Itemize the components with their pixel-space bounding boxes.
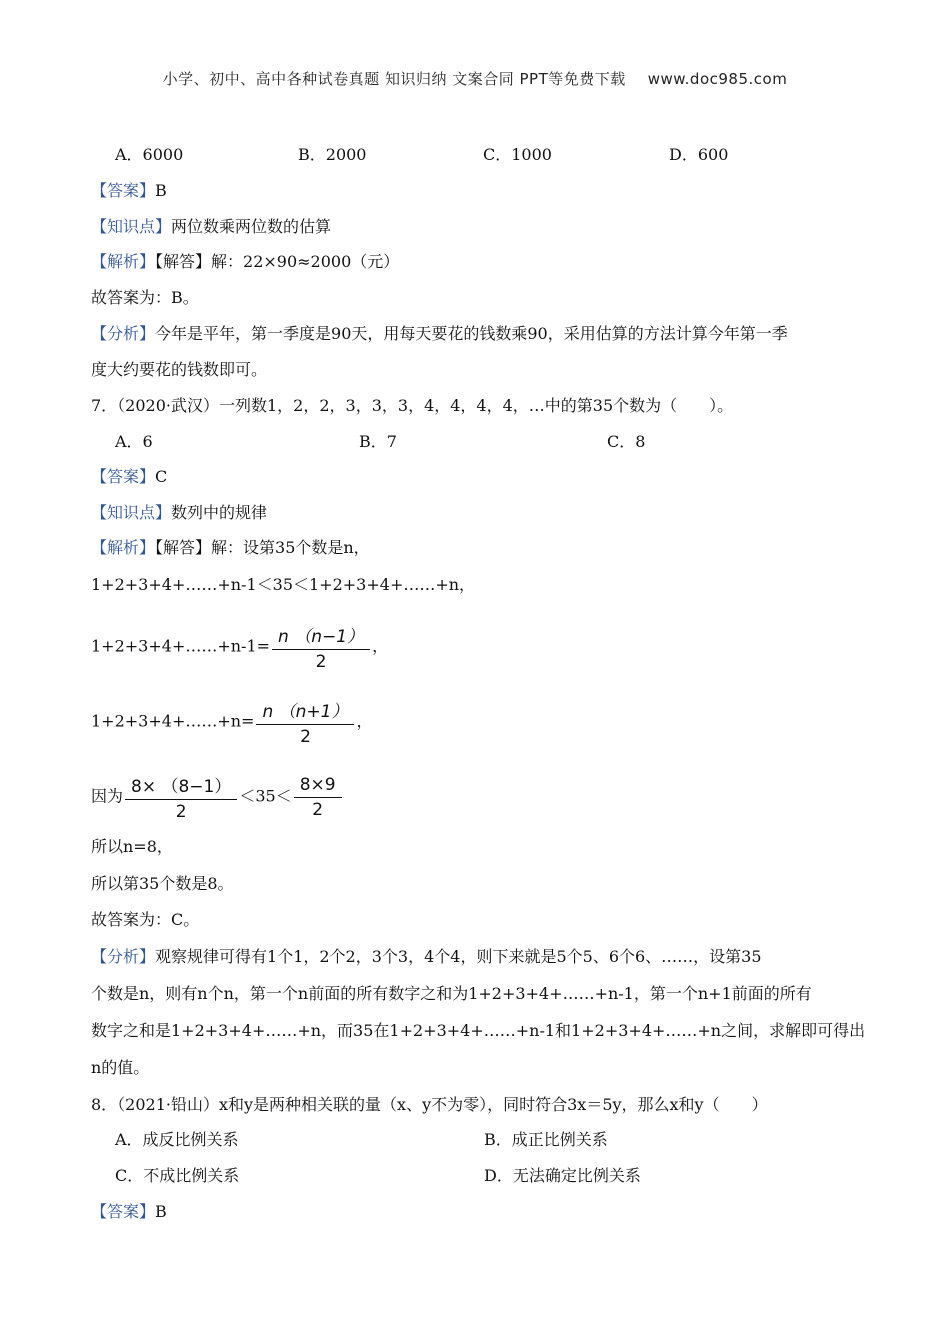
formula-left: 1+2+3+4+……+n-1= — [91, 636, 271, 656]
q8-option-c: C．不成比例关系 — [115, 1166, 240, 1185]
q7-option-c: C．8 — [607, 432, 646, 451]
answer-tag: 【答案】 — [91, 467, 156, 486]
header-text: 小学、初中、高中各种试卷真题 知识归纳 文案合同 PPT等免费下载 — [162, 70, 626, 88]
reasoning-text: 今年是平年，第一季度是90天，用每天要花的钱数乘90，采用估算的方法计算今年第一季 — [155, 324, 788, 343]
q8-option-b: B．成正比例关系 — [484, 1130, 608, 1149]
denominator: 2 — [312, 799, 324, 820]
formula-left: 1+2+3+4+……+n= — [91, 711, 255, 731]
q8-stem: 8．（2021·铅山）x和y是两种相关联的量（x、y不为零），同时符合3x＝5y，那么x和y（ ） — [91, 1095, 768, 1114]
q7-analysis — [91, 537, 370, 559]
formula-tail: ， — [372, 636, 389, 656]
q7-answer — [91, 466, 167, 488]
knowledge-tag: 【知识点】 — [91, 503, 172, 522]
q7-reasoning-line2: 个数是n，则有n个n，第一个n前面的所有数字之和为1+2+3+4+……+n-1，第一个n+1前面的所有 — [91, 984, 812, 1003]
q7-conclusion: 故答案为：C。 — [91, 910, 200, 929]
analysis-value: 【解答】解：22×90≈2000（元） — [155, 252, 400, 271]
answer-tag: 【答案】 — [91, 181, 156, 200]
q7-reasoning-line4: n的值。 — [91, 1058, 150, 1077]
fraction — [272, 622, 370, 672]
q6-conclusion: 故答案为：B。 — [91, 288, 199, 307]
q8-answer — [91, 1201, 167, 1223]
q6-analysis — [91, 251, 399, 273]
q6-knowledge-point — [91, 216, 331, 238]
answer-value: B — [155, 1202, 167, 1221]
q8-option-d: D．无法确定比例关系 — [484, 1166, 641, 1185]
q7-so-line2: 所以第35个数是8。 — [91, 874, 234, 893]
q7-option-a: A．6 — [115, 432, 153, 451]
analysis-tag: 【解析】 — [91, 252, 156, 271]
fraction-left — [125, 772, 237, 822]
fraction — [256, 697, 354, 747]
numerator: 8× （8−1） — [125, 772, 237, 800]
knowledge-value: 数列中的规律 — [171, 503, 268, 522]
numerator: n （n+1） — [256, 697, 354, 725]
denominator: 2 — [175, 802, 187, 822]
answer-value: C — [155, 467, 168, 486]
q7-formula-3 — [91, 772, 344, 822]
denominator: 2 — [315, 652, 327, 672]
answer-tag: 【答案】 — [91, 1202, 156, 1221]
q7-knowledge-point — [91, 502, 267, 524]
q6-reasoning-line1 — [91, 323, 788, 345]
q7-stem: 7．（2020·武汉）一列数1，2，2，3，3，3，4，4，4，4，…中的第35个数为（ ）。 — [91, 396, 734, 415]
q7-inequality: 1+2+3+4+……+n-1＜35＜1+2+3+4+……+n， — [91, 575, 476, 594]
reasoning-tag: 【分析】 — [91, 947, 156, 966]
reasoning-text: 观察规律可得有1个1，2个2，3个3，4个4，则下来就是5个5、6个6、……，设第35 — [155, 947, 762, 966]
q7-formula-2 — [91, 697, 373, 747]
formula-tail: ， — [356, 711, 373, 731]
q6-option-b: B．2000 — [298, 145, 367, 164]
formula-left: 因为 — [91, 786, 124, 806]
fraction-right — [294, 775, 342, 820]
q6-answer — [91, 180, 167, 202]
q6-option-a: A．6000 — [115, 145, 184, 164]
page-header — [0, 68, 950, 89]
reasoning-tag: 【分析】 — [91, 324, 156, 343]
header-site: www.doc985.com — [647, 70, 788, 88]
q6-option-d: D．600 — [669, 145, 729, 164]
formula-middle: ＜35＜ — [239, 786, 292, 806]
denominator: 2 — [300, 727, 311, 747]
knowledge-value: 两位数乘两位数的估算 — [171, 217, 332, 236]
q7-option-b: B．7 — [359, 432, 397, 451]
q8-option-a: A．成反比例关系 — [115, 1130, 239, 1149]
analysis-tag: 【解析】 — [91, 538, 156, 557]
q7-reasoning-line3: 数字之和是1+2+3+4+……+n，而35在1+2+3+4+……+n-1和1+2+3+4+……+n之间，求解即可得出 — [91, 1021, 866, 1040]
q6-reasoning-line2: 度大约要花的钱数即可。 — [91, 360, 268, 379]
numerator: 8×9 — [294, 775, 342, 798]
analysis-value: 【解答】解：设第35个数是n， — [155, 538, 370, 557]
q6-option-c: C．1000 — [483, 145, 552, 164]
knowledge-tag: 【知识点】 — [91, 217, 172, 236]
answer-value: B — [155, 181, 167, 200]
q7-so-line1: 所以n=8， — [91, 837, 173, 856]
q7-formula-1 — [91, 622, 388, 672]
q7-reasoning-line1 — [91, 946, 762, 968]
numerator: n （n−1） — [272, 622, 370, 650]
